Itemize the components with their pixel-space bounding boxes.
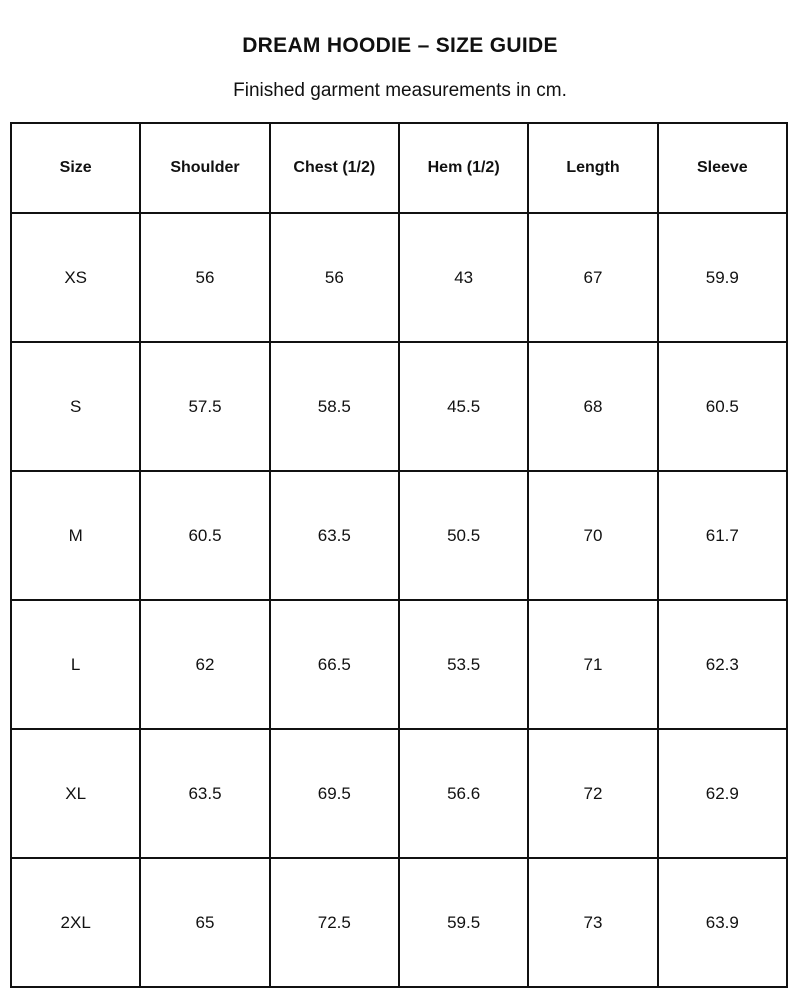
table-row [11, 729, 787, 858]
table-row [11, 600, 787, 729]
cell-shoulder: 62 [140, 600, 269, 729]
cell-hem: 50.5 [399, 471, 528, 600]
cell-length: 70 [528, 471, 657, 600]
column-header-sleeve: Sleeve [658, 123, 787, 213]
cell-hem: 59.5 [399, 858, 528, 987]
cell-size: XS [11, 213, 140, 342]
cell-hem: 43 [399, 213, 528, 342]
column-header-length: Length [528, 123, 657, 213]
table-row [11, 858, 787, 987]
cell-shoulder: 65 [140, 858, 269, 987]
column-header-size: Size [11, 123, 140, 213]
cell-size: XL [11, 729, 140, 858]
cell-sleeve: 63.9 [658, 858, 787, 987]
table-row [11, 342, 787, 471]
cell-chest: 66.5 [270, 600, 399, 729]
column-header-chest: Chest (1/2) [270, 123, 399, 213]
cell-length: 67 [528, 213, 657, 342]
cell-shoulder: 60.5 [140, 471, 269, 600]
cell-chest: 58.5 [270, 342, 399, 471]
cell-length: 72 [528, 729, 657, 858]
column-header-shoulder: Shoulder [140, 123, 269, 213]
column-header-hem: Hem (1/2) [399, 123, 528, 213]
table-row [11, 213, 787, 342]
size-guide-table [10, 122, 788, 988]
cell-shoulder: 56 [140, 213, 269, 342]
cell-length: 73 [528, 858, 657, 987]
cell-chest: 56 [270, 213, 399, 342]
cell-size: M [11, 471, 140, 600]
cell-length: 71 [528, 600, 657, 729]
cell-size: 2XL [11, 858, 140, 987]
cell-chest: 63.5 [270, 471, 399, 600]
table-row [11, 471, 787, 600]
cell-shoulder: 63.5 [140, 729, 269, 858]
cell-chest: 69.5 [270, 729, 399, 858]
cell-shoulder: 57.5 [140, 342, 269, 471]
cell-sleeve: 59.9 [658, 213, 787, 342]
cell-sleeve: 61.7 [658, 471, 787, 600]
cell-hem: 45.5 [399, 342, 528, 471]
cell-length: 68 [528, 342, 657, 471]
page-title: DREAM HOODIE – SIZE GUIDE [242, 34, 558, 57]
cell-chest: 72.5 [270, 858, 399, 987]
cell-size: L [11, 600, 140, 729]
cell-sleeve: 60.5 [658, 342, 787, 471]
cell-hem: 56.6 [399, 729, 528, 858]
cell-sleeve: 62.3 [658, 600, 787, 729]
page-subtitle: Finished garment measurements in cm. [233, 80, 567, 101]
cell-size: S [11, 342, 140, 471]
cell-sleeve: 62.9 [658, 729, 787, 858]
cell-hem: 53.5 [399, 600, 528, 729]
table-header-row [11, 123, 787, 213]
